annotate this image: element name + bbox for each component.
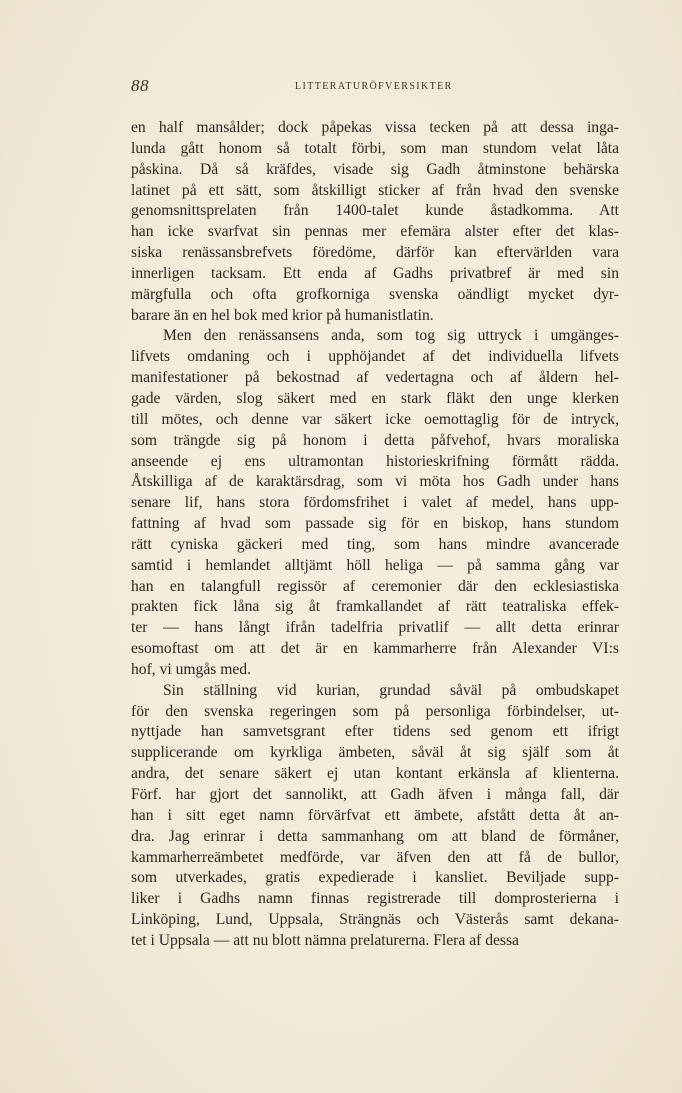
text-line: genomsnittsprelaten från 1400-talet kunde åstadkomma. Att: [131, 202, 619, 220]
text-line: för den svenska regeringen som på personliga förbindelser, ut-: [131, 702, 619, 720]
text-line: Linköping, Lund, Uppsala, Strängnäs och Västerås samt dekana-: [131, 911, 619, 929]
text-line: han en talangfull regissör af ceremonier där den ecklesiastiska: [131, 577, 619, 595]
text-line: Förf. har gjort det sannolikt, att Gadh äfven i många fall, där: [131, 786, 619, 803]
text-line: innerligen tacksam. Ett enda af Gadhs privatbref är med sin: [131, 264, 619, 282]
text-line: påskina. Då så kräfdes, visade sig Gadh åtminstone behärska: [131, 160, 619, 178]
text-line: esomoftast om att det är en kammarherre från Alexander VI:s: [131, 640, 619, 658]
text-line: lifvets omdaning och i upphöjandet af det individuella lifvets: [131, 348, 619, 366]
text-line: som trängde sig på honom i detta påfvehof, hvars moraliska: [131, 431, 619, 449]
text-line: fattning af hvad som passade sig för en biskop, hans stundom: [131, 515, 619, 533]
paragraph: [131, 681, 619, 952]
text-line: liker i Gadhs namn finnas registrerade till domprosterierna i: [131, 890, 619, 908]
text-line: siska renässansbrefvets föredöme, därför kan eftervärlden vara: [131, 244, 619, 262]
text-line: Men den renässansens anda, som tog sig uttryck i umgänges-: [163, 327, 619, 345]
body-text: [131, 118, 619, 952]
text-line: senare lif, hans stora fördomsfrihet i valet af medel, hans upp-: [131, 494, 619, 512]
text-line: till mötes, och denne var säkert icke oemottaglig för de intryck,: [131, 410, 619, 428]
text-line: en half mansålder; dock påpekas vissa tecken på att dessa inga-: [131, 119, 619, 136]
text-line: rätt cyniska gäckeri med ting, som hans mindre avancerade: [131, 535, 619, 553]
text-line: märgfulla och ofta grofkorniga svenska oändligt mycket dyr-: [131, 285, 619, 303]
text-line: barare än en hel bok med krior på humanistlatin.: [131, 306, 434, 324]
text-line: Sin ställning vid kurian, grundad såväl på ombudskapet: [163, 681, 619, 699]
text-line: ter — hans långt ifrån tadelfria privatlif — allt detta erinrar: [131, 619, 619, 637]
text-line: andra, det senare säkert ej utan kontant erkänsla af klienterna.: [131, 765, 619, 783]
text-line: nyttjade han samvetsgrant efter tidens sed genom ett ifrigt: [131, 723, 619, 741]
text-line: som utverkades, gratis expedierade i kansliet. Beviljade supp-: [131, 869, 619, 887]
text-line: tet i Uppsala — att nu blott nämna prelaturerna. Flera af dessa: [131, 931, 519, 949]
paragraph: [131, 118, 619, 326]
text-line: lunda gått honom så totalt förbi, som man stundom velat låta: [131, 139, 619, 157]
page-number: 88: [131, 76, 149, 95]
text-line: Åtskilliga af de karaktärsdrag, som vi möta hos Gadh under hans: [131, 473, 619, 491]
text-line: supplicerande om kyrkliga ämbeten, såväl åt sig själf som åt: [131, 744, 619, 762]
running-head: LITTERATURÖFVERSIKTER: [295, 81, 453, 92]
paragraph: [131, 326, 619, 680]
text-line: han icke svarfvat sin pennas mer efemära alster efter det klas-: [131, 223, 619, 241]
text-line: anseende ej ens ultramontan historieskrifning förmått rädda.: [131, 452, 619, 470]
text-line: prakten fick låna sig åt framkallandet af rätt teatraliska effek-: [131, 598, 619, 616]
text-line: kammarherreämbetet medförde, var äfven den att få de bullor,: [131, 848, 619, 866]
text-line: manifestationer på bekostnad af vedertagna och af åldern hel-: [131, 369, 619, 387]
text-line: gade värden, slog säkert med en stark fläkt den unge klerken: [131, 389, 619, 407]
text-line: samtid i hemlandet alltjämt höll heliga — på samma gång var: [131, 556, 619, 574]
text-line: hof, vi umgås med.: [131, 660, 251, 678]
page-header: [131, 76, 619, 96]
text-line: dra. Jag erinrar i detta sammanhang om att bland de förmåner,: [131, 827, 619, 845]
text-line: latinet på ett sätt, som åtskilligt sticker af från hvad den svenske: [131, 181, 619, 199]
text-line: han i sitt eget namn förvärfvat ett ämbete, afstått detta åt an-: [131, 806, 619, 824]
